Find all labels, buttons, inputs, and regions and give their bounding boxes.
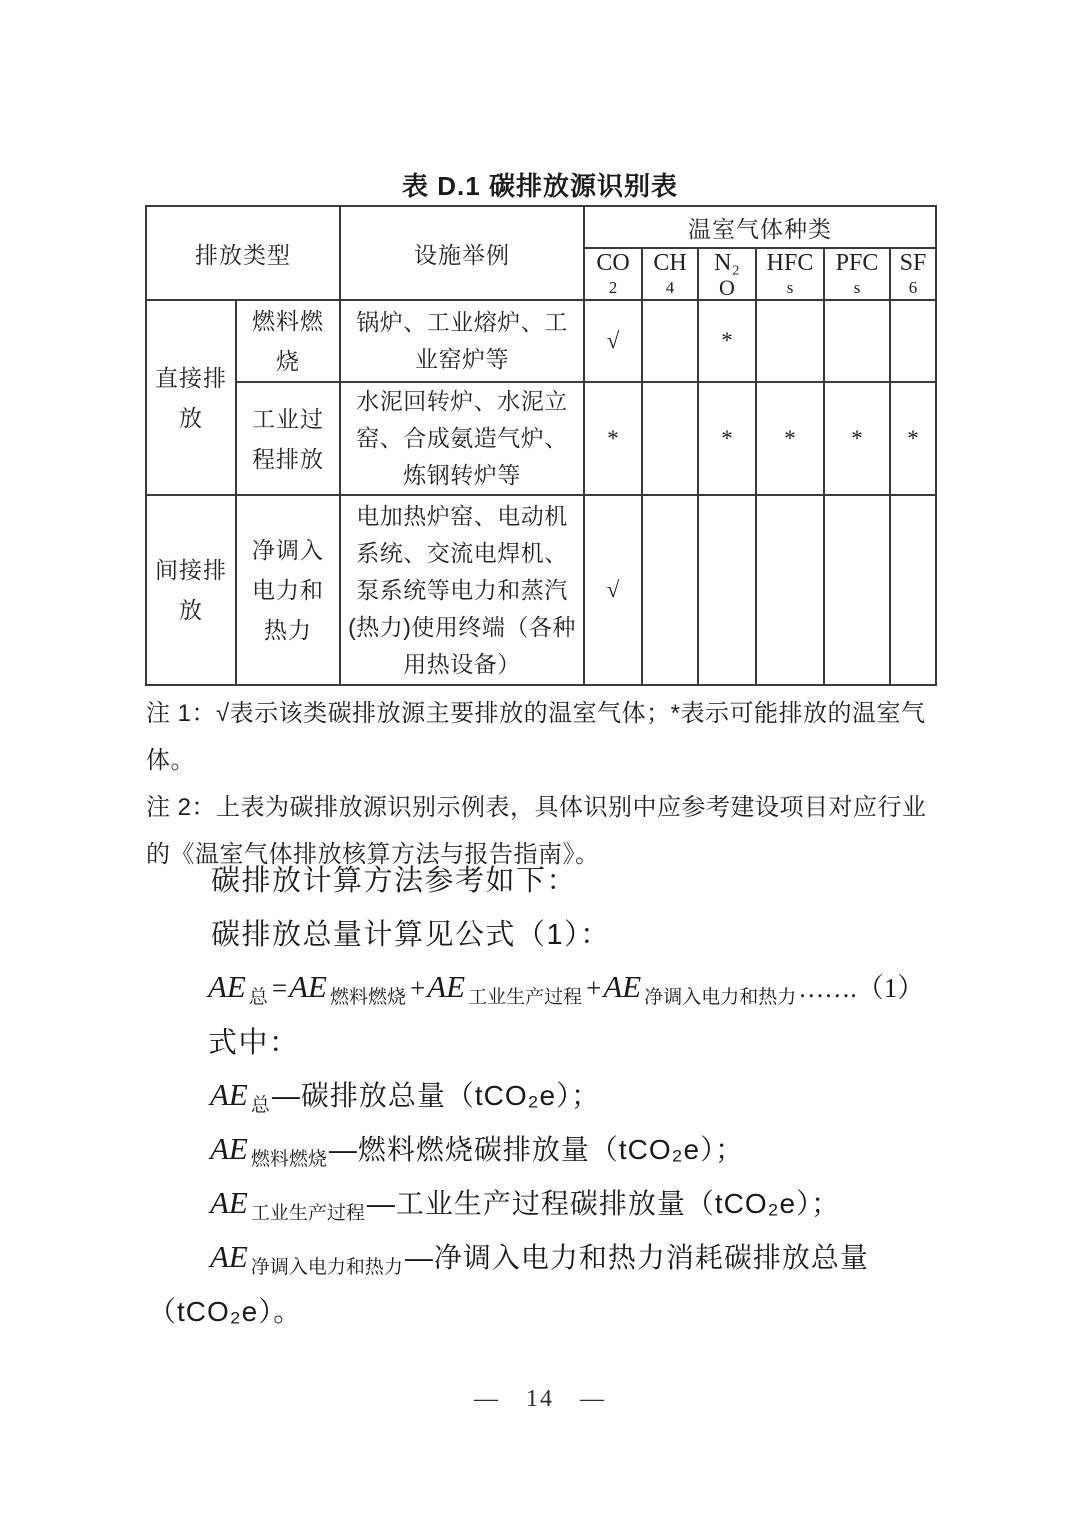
cell-subtype-net-imported-power: 净调入电力和热力	[236, 495, 340, 685]
cell-mark-hfcs	[756, 495, 824, 685]
plus-sign: +	[586, 973, 602, 1003]
definition-total	[210, 1074, 600, 1114]
cell-facility-industrial-process: 水泥回转炉、水泥立窑、合成氨造气炉、炼钢转炉等	[340, 382, 584, 495]
plus-sign: +	[410, 973, 426, 1003]
gas-subscript: O	[719, 275, 735, 300]
cell-subtype-fuel-combustion: 燃料燃烧	[236, 300, 340, 382]
page-number: — 14 —	[474, 1386, 606, 1412]
cell-mark-co2: √	[584, 495, 642, 685]
definition-text: —碳排放总量（tCO₂e）；	[271, 1080, 601, 1111]
definition-text: —净调入电力和热力消耗碳排放总量	[404, 1242, 869, 1273]
cell-mark-ch4	[642, 382, 698, 495]
cell-facility-net-imported-power: 电加热炉窑、电动机系统、交流电焊机、泵系统等电力和蒸汽(热力)使用终端（各种用热设备）	[340, 495, 584, 685]
table-row-industrial-process	[146, 382, 936, 495]
cell-mark-n2o	[698, 495, 756, 685]
cell-mark-ch4	[642, 300, 698, 382]
cell-subtype-industrial-process: 工业过程排放	[236, 382, 340, 495]
gas-symbol: CO	[596, 250, 630, 276]
definition-subscript: 工业生产过程	[250, 1203, 365, 1224]
cell-mark-sf6	[890, 300, 936, 382]
definition-text: —燃料燃烧碳排放量（tCO₂e）；	[328, 1134, 745, 1165]
equation-subscript-total: 总	[248, 987, 268, 1008]
definition-fuel-combustion	[210, 1128, 744, 1168]
table-row-net-imported-power	[146, 495, 936, 685]
equation-subscript-power: 净调入电力和热力	[644, 987, 797, 1008]
definition-variable: AE	[210, 1239, 248, 1274]
header-emission-type: 排放类型	[146, 206, 340, 300]
equation-variable: AE	[289, 969, 327, 1004]
header-gas-hfcs	[756, 248, 824, 300]
table-notes	[146, 690, 938, 878]
definition-subscript: 净调入电力和热力	[250, 1257, 403, 1278]
cell-mark-ch4	[642, 495, 698, 685]
cell-mark-co2: √	[584, 300, 642, 382]
gas-subscript: s	[786, 278, 794, 297]
definition-variable: AE	[210, 1131, 248, 1166]
header-gas-group: 温室气体种类	[584, 206, 936, 248]
cell-mark-pfcs: *	[824, 382, 890, 495]
cell-mark-hfcs: *	[756, 382, 824, 495]
definition-industrial-process	[210, 1182, 840, 1222]
cell-mark-sf6	[890, 495, 936, 685]
note-2: 注 2：上表为碳排放源识别示例表，具体识别中应参考建设项目对应行业的《温室气体排放核算方法与报告指南》。	[146, 794, 927, 868]
gas-subscript: s	[853, 278, 861, 297]
header-gas-sf6	[890, 248, 936, 300]
gas-symbol: N₂	[714, 250, 740, 276]
definition-variable: AE	[210, 1077, 248, 1112]
definition-variable: AE	[210, 1185, 248, 1220]
equation-variable: AE	[603, 969, 642, 1004]
emission-source-table	[145, 205, 937, 686]
cell-mark-n2o: *	[698, 382, 756, 495]
cell-mark-co2: *	[584, 382, 642, 495]
cell-category-indirect: 间接排放	[146, 495, 236, 685]
equation-subscript-fuel: 燃料燃烧	[330, 987, 407, 1008]
definition-net-imported-power	[210, 1236, 869, 1276]
cell-mark-n2o: *	[698, 300, 756, 382]
table-title: 表 D.1 碳排放源识别表	[402, 171, 678, 201]
equation-subscript-process: 工业生产过程	[468, 987, 583, 1008]
paragraph-where: 式中：	[208, 1027, 300, 1059]
definition-wrap-line: （tCO₂e）。	[148, 1296, 303, 1327]
paragraph-method-intro: 碳排放计算方法参考如下：	[211, 865, 578, 897]
cell-facility-fuel-combustion: 锅炉、工业熔炉、工业窑炉等	[340, 300, 584, 382]
header-facility-examples: 设施举例	[340, 206, 584, 300]
cell-mark-pfcs	[824, 300, 890, 382]
note-1: 注 1：√表示该类碳排放源主要排放的温室气体；*表示可能排放的温室气体。	[146, 700, 926, 774]
definition-text: —工业生产过程碳排放量（tCO₂e）；	[366, 1188, 841, 1219]
gas-subscript: 4	[665, 278, 675, 297]
header-gas-ch4	[642, 248, 698, 300]
equation-1	[208, 966, 925, 1008]
cell-mark-sf6: *	[890, 382, 936, 495]
cell-mark-hfcs	[756, 300, 824, 382]
definition-subscript: 总	[250, 1095, 270, 1116]
cell-mark-pfcs	[824, 495, 890, 685]
gas-symbol: PFC	[835, 250, 879, 276]
table-header-row-1	[146, 206, 936, 248]
paragraph-formula-intro: 碳排放总量计算见公式（1）：	[211, 919, 611, 951]
equation-leader-dots: …….	[798, 974, 857, 1003]
header-gas-pfcs	[824, 248, 890, 300]
equation-variable: AE	[427, 969, 466, 1004]
gas-subscript: 2	[608, 278, 618, 297]
gas-symbol: CH	[653, 250, 687, 276]
equals-sign: =	[271, 973, 288, 1003]
header-gas-co2	[584, 248, 642, 300]
equation-number: （1）	[856, 973, 925, 1003]
cell-category-direct: 直接排放	[146, 300, 236, 495]
definition-subscript: 燃料燃烧	[250, 1149, 327, 1170]
gas-symbol: SF	[899, 250, 927, 276]
table-row-fuel-combustion	[146, 300, 936, 382]
equation-variable: AE	[208, 969, 246, 1004]
gas-symbol: HFC	[766, 250, 814, 276]
header-gas-n2o	[698, 248, 756, 300]
gas-subscript: 6	[908, 278, 918, 297]
